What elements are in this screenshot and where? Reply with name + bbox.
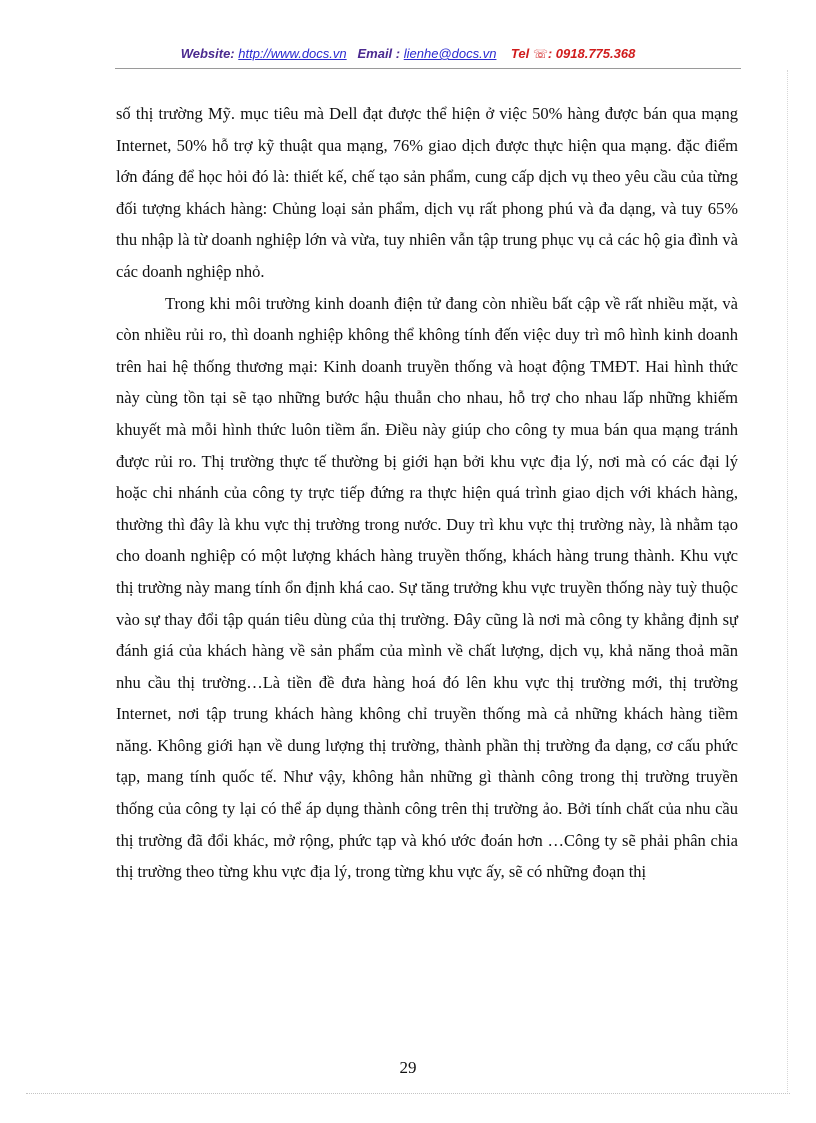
page-header [0, 46, 816, 61]
page-edge-guide [787, 70, 788, 1092]
email-label: Email : [357, 46, 401, 61]
tel-number: : 0918.775.368 [547, 46, 636, 61]
website-link[interactable]: http://www.docs.vn [238, 46, 347, 61]
header-divider [115, 68, 741, 69]
email-link[interactable]: lienhe@docs.vn [403, 46, 497, 61]
page-number: 29 [399, 1058, 417, 1077]
paragraph-1: số thị trường Mỹ. mục tiêu mà Dell đạt được thể hiện ở việc 50% hàng được bán qua mạng Internet, 50% hỗ trợ kỹ thuật qua mạng, 76% giao dịch được thực hiện qua mạng. đặc điểm lớn đáng để học hỏi đó là: thiết kế, chế tạo sản phẩm, cung cấp dịch vụ theo yêu cầu của từng đối tượng khách hàng: Chủng loại sản phẩm, dịch vụ rất phong phú và đa dạng, và tuy 65% thu nhập là từ doanh nghiệp lớn và vừa, tuy nhiên vẫn tập trung phục vụ cả các hộ gia đình và các doanh nghiệp nhỏ. [116, 104, 738, 281]
phone-icon: ☏ [532, 47, 548, 61]
paragraph-2: Trong khi môi trường kinh doanh điện tử đang còn nhiều bất cập về rất nhiều mặt, và còn nhiều rủi ro, thì doanh nghiệp không thể không tính đến việc duy trì mô hình kinh doanh trên hai hệ thống thương mại: Kinh doanh truyền thống và hoạt động TMĐT. Hai hình thức này cùng tồn tại sẽ tạo những bước hậu thuẫn cho nhau, hỗ trợ cho nhau lấp những khiếm khuyết mà mỗi hình thức luôn tiềm ẩn. Điều này giúp cho công ty mua bán qua mạng tránh được rủi ro. Thị trường thực tế thường bị giới hạn bởi khu vực địa lý, nơi mà có các đại lý hoặc chi nhánh của công ty trực tiếp đứng ra thực hiện quá trình giao dịch với khách hàng, thường thì đây là khu vực thị trường trong nước. Duy trì khu vực thị trường này, là nhằm tạo cho doanh nghiệp có một lượng khách hàng truyền thống, khách hàng trung thành. Khu vực thị trường này mang tính ổn định khá cao. Sự tăng trưởng khu vực truyền thống này tuỳ thuộc vào sự thay đổi tập quán tiêu dùng của thị trường. Đây cũng là nơi mà công ty khẳng định sự đánh giá của khách hàng về sản phẩm của mình về chất lượng, dịch vụ, khả năng thoả mãn nhu cầu thị trường…Là tiền đề đưa hàng hoá đó lên khu vực thị trường mới, thị trường Internet, nơi tập trung khách hàng không chỉ truyền thống mà cả những khách hàng tiềm năng. Không giới hạn về dung lượng thị trường, thành phần thị trường đa dạng, cơ cấu phức tạp, mang tính quốc tế. Như vậy, không hẳn những gì thành công trong thị trường truyền thống của công ty lại có thể áp dụng thành công trên thị trường ảo. Bởi tính chất của nhu cầu thị trường đã đổi khác, mở rộng, phức tạp và khó ước đoán hơn …Công ty sẽ phải phân chia thị trường theo từng khu vực địa lý, trong từng khu vực ấy, sẽ có những đoạn thị [116, 293, 738, 882]
tel-label: Tel [510, 46, 530, 61]
document-body [116, 98, 738, 888]
footer-divider [26, 1093, 790, 1094]
website-label: Website: [180, 46, 235, 61]
